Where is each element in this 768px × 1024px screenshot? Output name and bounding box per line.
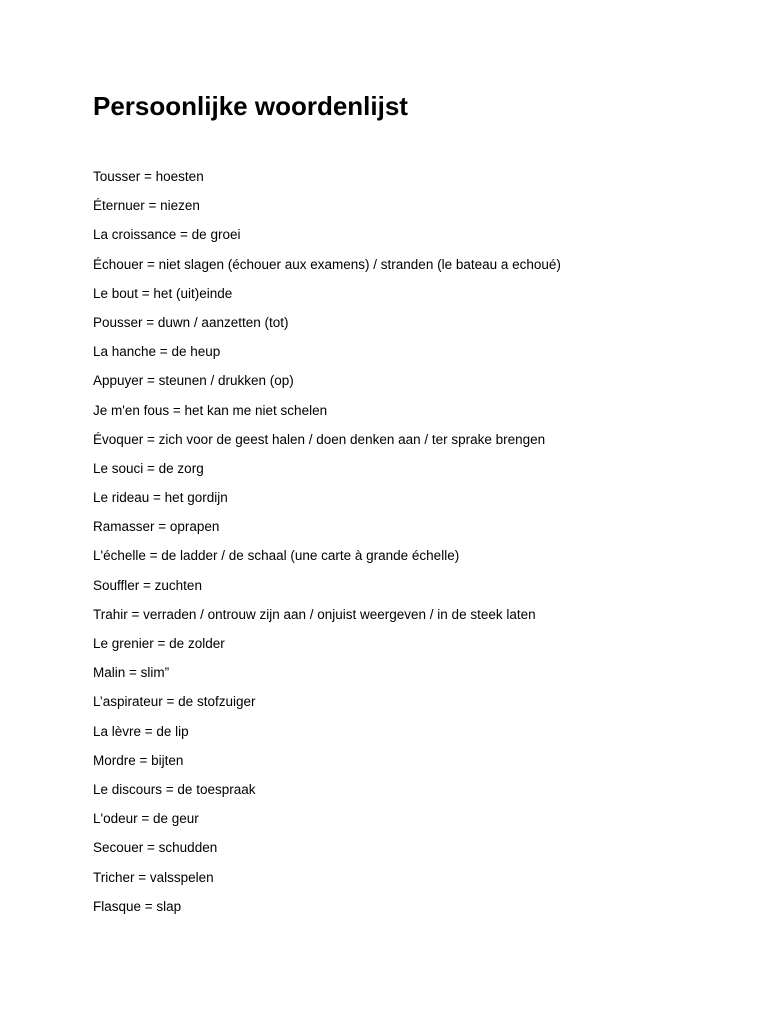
list-item: Flasque = slap — [93, 898, 182, 914]
list-item: Éternuer = niezen — [93, 198, 200, 214]
list-item: Le souci = de zorg — [93, 460, 204, 476]
list-item: Pousser = duwn / aanzetten (tot) — [93, 314, 289, 330]
list-item: Le rideau = het gordijn — [93, 490, 228, 506]
list-item: Trahir = verraden / ontrouw zijn aan / onjuist weergeven / in de steek laten — [93, 606, 536, 622]
list-item: Échouer = niet slagen (échouer aux examens) / stranden (le bateau a echoué) — [93, 256, 561, 272]
list-item: L'odeur = de geur — [93, 811, 199, 827]
list-item: La hanche = de heup — [93, 344, 221, 360]
list-item: Tricher = valsspelen — [93, 869, 214, 885]
list-item: Malin = slim” — [93, 665, 170, 681]
list-item: Mordre = bijten — [93, 752, 184, 768]
vocabulary-list — [93, 166, 561, 925]
list-item: Le grenier = de zolder — [93, 636, 225, 651]
list-item: Souffler = zuchten — [93, 577, 202, 593]
list-item: Le bout = het (uit)einde — [93, 285, 233, 301]
list-item: Tousser = hoesten — [93, 169, 204, 184]
list-item: L’aspirateur = de stofzuiger — [93, 694, 256, 710]
list-item: Ramasser = oprapen — [93, 519, 220, 535]
list-item: Secouer = schudden — [93, 840, 218, 856]
list-item: L'échelle = de ladder / de schaal (une carte à grande échelle) — [93, 548, 460, 564]
list-item: Je m'en fous = het kan me niet schelen — [93, 402, 328, 418]
list-item: La croissance = de groei — [93, 227, 241, 243]
page-title: Persoonlijke woordenlijst — [93, 91, 408, 121]
list-item: Le discours = de toespraak — [93, 781, 256, 797]
list-item: Évoquer = zich voor de geest halen / doen denken aan / ter sprake brengen — [93, 431, 546, 447]
list-item: Appuyer = steunen / drukken (op) — [93, 373, 294, 389]
list-item: La lèvre = de lip — [93, 723, 189, 739]
